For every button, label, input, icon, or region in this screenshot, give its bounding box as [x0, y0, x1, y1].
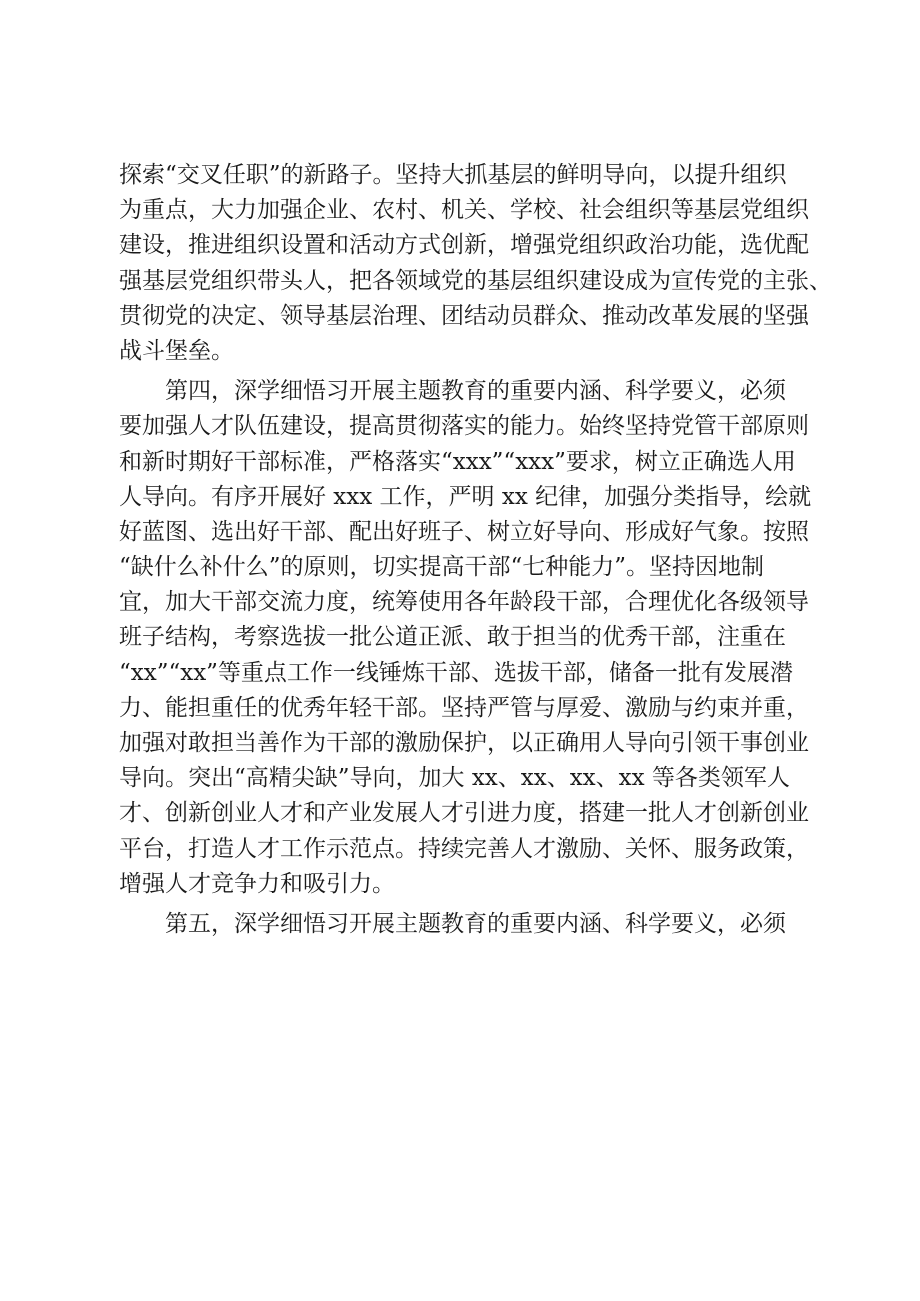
text-line: 平台，打造人才工作示范点。持续完善人才激励、关怀、服务政策， — [119, 835, 809, 862]
text-line: 建设，推进组织设置和活动方式创新，增强党组织政治功能，选优配 — [119, 232, 809, 259]
paragraph-fourth — [119, 374, 829, 902]
document-body — [119, 158, 832, 942]
text-line: 力、能担重任的优秀年轻干部。坚持严管与厚爱、激励与约束并重， — [119, 694, 809, 721]
text-line: “缺什么补什么”的原则，切实提高干部“七种能力”。坚持因地制 — [119, 554, 765, 581]
text-line-first: 第五，深学细悟习开展主题教育的重要内涵、科学要义，必须 — [165, 910, 786, 937]
text-line: 战斗堡垒。 — [119, 337, 234, 364]
paragraph-fifth — [119, 907, 829, 942]
text-line: 探索“交叉任职”的新路子。坚持大抓基层的鲜明导向，以提升组织 — [119, 162, 787, 188]
text-line: 宜，加大干部交流力度，统筹使用各年龄段干部，合理优化各级领导 — [119, 589, 809, 616]
text-line: 人导向。有序开展好 xxx 工作，严明 xx 纪律，加强分类指导，绘就 — [119, 483, 812, 510]
text-line: 和新时期好干部标准，严格落实“xxx”“xxx”要求，树立正确选人用 — [119, 448, 796, 475]
text-line: 班子结构，考察选拔一批公道正派、敢于担当的优秀干部，注重在 — [119, 624, 786, 651]
text-line: 贯彻党的决定、领导基层治理、团结动员群众、推动改革发展的坚强 — [119, 302, 809, 329]
text-line: 为重点，大力加强企业、农村、机关、学校、社会组织等基层党组织 — [119, 197, 809, 224]
text-line: 强基层党组织带头人，把各领域党的基层组织建设成为宣传党的主张、 — [119, 267, 832, 294]
text-line: 加强对敢担当善作为干部的激励保护，以正确用人导向引领干事创业 — [119, 730, 809, 756]
text-line-first: 第四，深学细悟习开展主题教育的重要内涵、科学要义，必须 — [165, 378, 786, 405]
text-line: 好蓝图、选出好干部、配出好班子、树立好导向、形成好气象。按照 — [119, 518, 809, 545]
text-line: 增强人才竞争力和吸引力。 — [119, 870, 395, 897]
text-line: 要加强人才队伍建设，提高贯彻落实的能力。始终坚持党管干部原则 — [119, 413, 809, 440]
paragraph-continued — [119, 158, 832, 369]
text-line: 才、创新创业人才和产业发展人才引进力度，搭建一批人才创新创业 — [119, 800, 809, 827]
text-line: “xx”“xx”等重点工作一线锤炼干部、选拔干部，储备一批有发展潜 — [119, 659, 793, 686]
text-line: 导向。突出“高精尖缺”导向，加大 xx、xx、xx、xx 等各类领军人 — [119, 765, 790, 792]
